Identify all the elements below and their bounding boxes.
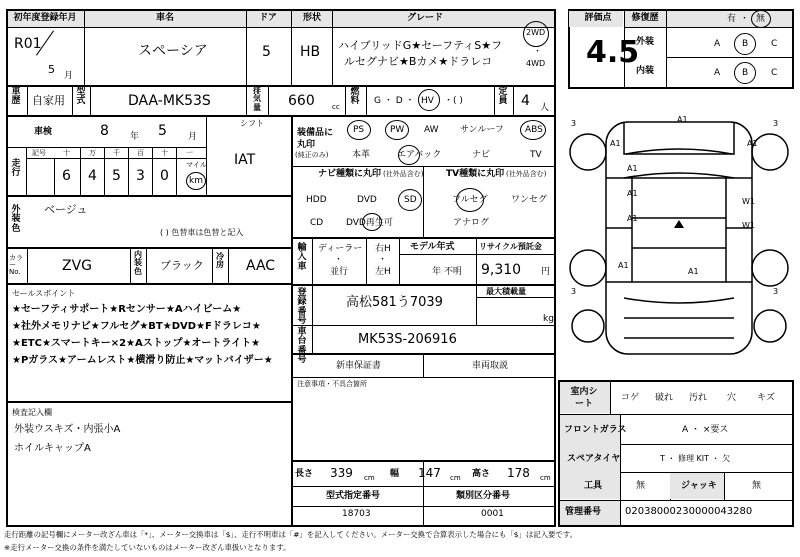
- equip-sub: (純正のみ): [295, 151, 329, 159]
- fuel-label: 燃料: [350, 87, 360, 107]
- navi-cd: CD: [310, 218, 324, 228]
- mgmt-label: 管理番号: [565, 507, 602, 517]
- seat-label: 室内シート: [570, 387, 598, 409]
- mgmt-value: 02038000230000043280: [625, 506, 753, 517]
- shape-label: 形状: [294, 14, 330, 23]
- recycle-unit: 円: [541, 267, 551, 277]
- digit-label-4: 十: [161, 149, 168, 157]
- interior-c: C: [771, 68, 778, 78]
- grade-label: グレード: [340, 14, 510, 23]
- spare-label: スペアタイヤ: [567, 454, 621, 464]
- door-count: 5: [262, 44, 271, 60]
- drive-2wd: 2WD: [526, 28, 546, 37]
- capacity-unit: 人: [540, 103, 550, 113]
- type-label: 型式指定番号: [326, 491, 381, 501]
- colorno-label: カラーNo.: [9, 254, 23, 276]
- inspection-year-unit: 年: [130, 132, 140, 142]
- grade-line2: ルセグナビ★Bカメ★ドラレコ: [344, 55, 493, 68]
- interior-color-value: ブラック: [160, 259, 204, 272]
- grade-line1: ハイブリッドG★セーフティS★フ: [338, 39, 503, 52]
- drive-4wd: 4WD: [526, 59, 546, 68]
- damage-mark: A1: [627, 164, 638, 173]
- interior-color-label: 内装色: [134, 250, 142, 276]
- car-name-label: 車名: [90, 14, 240, 23]
- repair-label: 修復歴: [631, 13, 659, 23]
- capacity: 4: [521, 93, 530, 109]
- width-value: 147: [418, 466, 441, 480]
- tv-oneseg: ワンセグ: [511, 195, 548, 205]
- aircon-label: 冷房: [216, 252, 224, 270]
- recycle-value: 9,310: [481, 262, 522, 278]
- displacement: 660: [288, 93, 315, 109]
- shift-label: シフト: [240, 119, 264, 128]
- model-code: DAA-MK53S: [128, 93, 211, 109]
- mileage-digit: 0: [160, 168, 169, 184]
- model-label: 型式: [76, 87, 86, 107]
- repair-no: 無: [756, 14, 766, 24]
- chassis-value: MK53S-206916: [358, 332, 457, 347]
- model-year-value: 年 不明: [432, 267, 462, 277]
- damage-mark: A1: [627, 214, 638, 223]
- color-note: ( ) 色替車は色替と記入: [160, 228, 244, 237]
- navi-sd: SD: [404, 195, 417, 205]
- inspector-line: 外装ウスキズ・内張小A: [14, 424, 121, 435]
- reg-label: 登録番号: [297, 288, 307, 327]
- capacity-label: 定員: [498, 87, 508, 107]
- first-reg-month: 5: [48, 63, 55, 76]
- seat-item: コゲ: [621, 393, 640, 403]
- inspection-year: 8: [100, 123, 109, 139]
- equip-pw: PW: [390, 125, 405, 135]
- new-warranty: 新車保証書: [336, 361, 382, 371]
- damage-mark: A1: [627, 189, 638, 198]
- car-name: スペーシア: [138, 43, 208, 59]
- tv-analog: アナログ: [453, 218, 490, 228]
- navi-hdd: HDD: [306, 195, 327, 205]
- windshield-value: A ・ ×要ス: [682, 425, 729, 435]
- inspection-month: 5: [158, 123, 167, 139]
- equip-aw: AW: [424, 125, 439, 135]
- max-load-unit: kg: [543, 314, 554, 324]
- exterior-b: B: [742, 39, 749, 49]
- sales-label: セールスポイント: [12, 289, 76, 298]
- import-label: 輸入車: [297, 243, 307, 272]
- equip-navi: ナビ: [472, 150, 491, 160]
- equip-sunroof: サンルーフ: [460, 125, 504, 135]
- damage-mark: A1: [747, 139, 758, 148]
- damage-mark: A1: [610, 139, 621, 148]
- damage-mark: A1: [677, 115, 688, 124]
- navi-dvd-play: DVD再生可: [346, 218, 393, 228]
- first-reg-month-unit: 月: [64, 71, 74, 81]
- inspection-label: 車検: [34, 127, 53, 137]
- max-load-label: 最大積載量: [486, 287, 526, 296]
- aircon-value: AAC: [246, 258, 276, 274]
- height-value: 178: [507, 466, 530, 480]
- vehicle-use: 自家用: [32, 94, 65, 107]
- displacement-unit: cc: [332, 103, 340, 111]
- import-dealer: ディーラー: [318, 244, 363, 254]
- digit-label-1: 万: [89, 149, 96, 157]
- sales-line: ★Pガラス★アームレスト★横滑り防止★マットバイザー★: [12, 355, 273, 366]
- navi-label: ナビ種類に丸印: [318, 169, 382, 179]
- tv-fullseg: フルセグ: [452, 195, 488, 205]
- damage-mark: A1: [688, 267, 699, 276]
- interior-b: B: [742, 68, 749, 78]
- wheel-mark: 3: [571, 287, 577, 296]
- first-reg-year: R01: [14, 36, 42, 52]
- body-shape: HB: [300, 44, 321, 60]
- import-dot: ・: [378, 255, 388, 265]
- colorno-value: ZVG: [62, 258, 93, 274]
- jack-value: 無: [752, 481, 762, 491]
- class-label: 類別区分番号: [456, 491, 511, 501]
- equip-tv: TV: [530, 150, 542, 160]
- wheel-mark: 3: [773, 287, 779, 296]
- damage-mark: W1: [742, 197, 755, 206]
- digit-label-0: 十: [63, 149, 70, 157]
- wheel-mark: 3: [571, 119, 577, 128]
- navi-dvd: DVD: [357, 195, 377, 205]
- height-unit: cm: [540, 474, 551, 482]
- chassis-label: 車台番号: [297, 327, 307, 366]
- digit-label-2: 千: [113, 149, 120, 157]
- seat-item: 汚れ: [689, 393, 708, 403]
- tools-label: 工具: [584, 481, 603, 491]
- color-value: ベージュ: [44, 203, 88, 216]
- type-value: 18703: [342, 509, 371, 519]
- fuel-other: ・( ): [444, 96, 463, 106]
- seat-item: キズ: [757, 393, 775, 403]
- height-label: 高さ: [472, 469, 491, 479]
- equip-ps: PS: [353, 125, 365, 135]
- damage-diagram: [566, 108, 792, 368]
- exterior-label: 外装: [636, 37, 655, 47]
- first-reg-label: 初年度登録年月: [10, 14, 80, 23]
- windshield-label: フロントガラス: [564, 425, 627, 435]
- recycle-label: リサイクル預託金: [479, 242, 542, 251]
- jack-label: ジャッキ: [681, 481, 717, 491]
- fuel-options: G ・ D ・: [374, 96, 415, 106]
- footer-line1: 走行距離の記号欄にメーター改ざん車は「*」、メーター交換車は「$」、走行不明車は「#」を記入してください。メーター交換で合算表示した場合にも「$」は記入要です。: [4, 530, 577, 539]
- exterior-c: C: [771, 39, 778, 49]
- door-label: ドア: [250, 14, 286, 23]
- shift-value: IAT: [234, 152, 256, 168]
- tv-sub: (社外品含む): [506, 170, 547, 178]
- sales-line: ★セーフティサポート★Rセンサー★Aハイビーム★: [12, 304, 242, 315]
- damage-mark: W1: [742, 221, 755, 230]
- inspector-label: 検査記入欄: [12, 408, 52, 417]
- color-label: 外装色: [11, 205, 21, 234]
- manual: 車両取説: [472, 361, 509, 371]
- import-parallel: 並行: [330, 267, 349, 277]
- repair-yes: 有: [727, 14, 737, 24]
- width-unit: cm: [450, 474, 461, 482]
- seat-item: 破れ: [655, 393, 674, 403]
- mileage-digit: 4: [88, 168, 97, 184]
- sales-line: ★ETC★スマートキー×2★Aストップ★オートライト★: [12, 338, 261, 349]
- vehicle-use-label: 車歴: [11, 87, 21, 107]
- length-value: 339: [330, 466, 353, 480]
- mile-unit: マイル: [186, 161, 207, 169]
- repair-dot: ・: [740, 14, 750, 24]
- wheel-mark: 3: [773, 119, 779, 128]
- mileage-digit: 3: [136, 168, 145, 184]
- inspection-month-unit: 月: [188, 132, 198, 142]
- damage-mark: A1: [618, 261, 629, 270]
- spare-value: T ・ 修理 KIT ・ 欠: [660, 454, 731, 463]
- drive-dot: ・: [533, 47, 543, 57]
- interior-label: 内装: [636, 66, 655, 76]
- mileage-digit: 5: [112, 168, 121, 184]
- mileage-label: 走行: [11, 159, 21, 179]
- exterior-a: A: [714, 39, 721, 49]
- km-unit: km: [189, 176, 203, 186]
- digit-label-5: 一: [186, 149, 193, 157]
- notes-label: 注意事項・不具合箇所: [297, 380, 367, 388]
- inspector-line: ホイルキャップA: [14, 443, 91, 454]
- tools-value: 無: [636, 481, 646, 491]
- equip-leather: 本革: [352, 150, 371, 160]
- footer-line2: ※走行メーター交換の条件を満たしていないものはメーター改ざん車扱いとなります。: [4, 543, 291, 552]
- tv-label: TV種類に丸印: [446, 169, 505, 179]
- sales-line: ★社外メモリナビ★フルセグ★BT★DVD★Fドラレコ★: [12, 321, 261, 332]
- fuel-hv: HV: [421, 96, 434, 106]
- mileage-digit: 6: [62, 168, 71, 184]
- displacement-label: 排気量: [253, 86, 261, 112]
- class-value: 0001: [481, 509, 504, 519]
- length-label: 長さ: [295, 469, 314, 479]
- import-dot: ・: [334, 255, 344, 265]
- score-label: 評価点: [582, 14, 614, 23]
- model-year-label: モデル年式: [410, 242, 455, 252]
- score-value: 4.5: [586, 35, 640, 70]
- equip-abs: ABS: [525, 125, 543, 135]
- equip-airbag: エアバック: [397, 150, 442, 160]
- equip-label: 装備品に丸印: [297, 128, 334, 150]
- interior-a: A: [714, 68, 721, 78]
- navi-sub: (社外品含む): [383, 170, 424, 178]
- seat-item: 穴: [727, 393, 737, 403]
- digit-label-3: 百: [137, 149, 144, 157]
- symbol-label: 記号: [32, 149, 46, 157]
- length-unit: cm: [364, 474, 375, 482]
- import-rh: 右H: [375, 244, 391, 254]
- width-label: 幅: [390, 469, 400, 479]
- import-lh: 左H: [375, 267, 391, 277]
- reg-value: 高松581う7039: [346, 295, 443, 310]
